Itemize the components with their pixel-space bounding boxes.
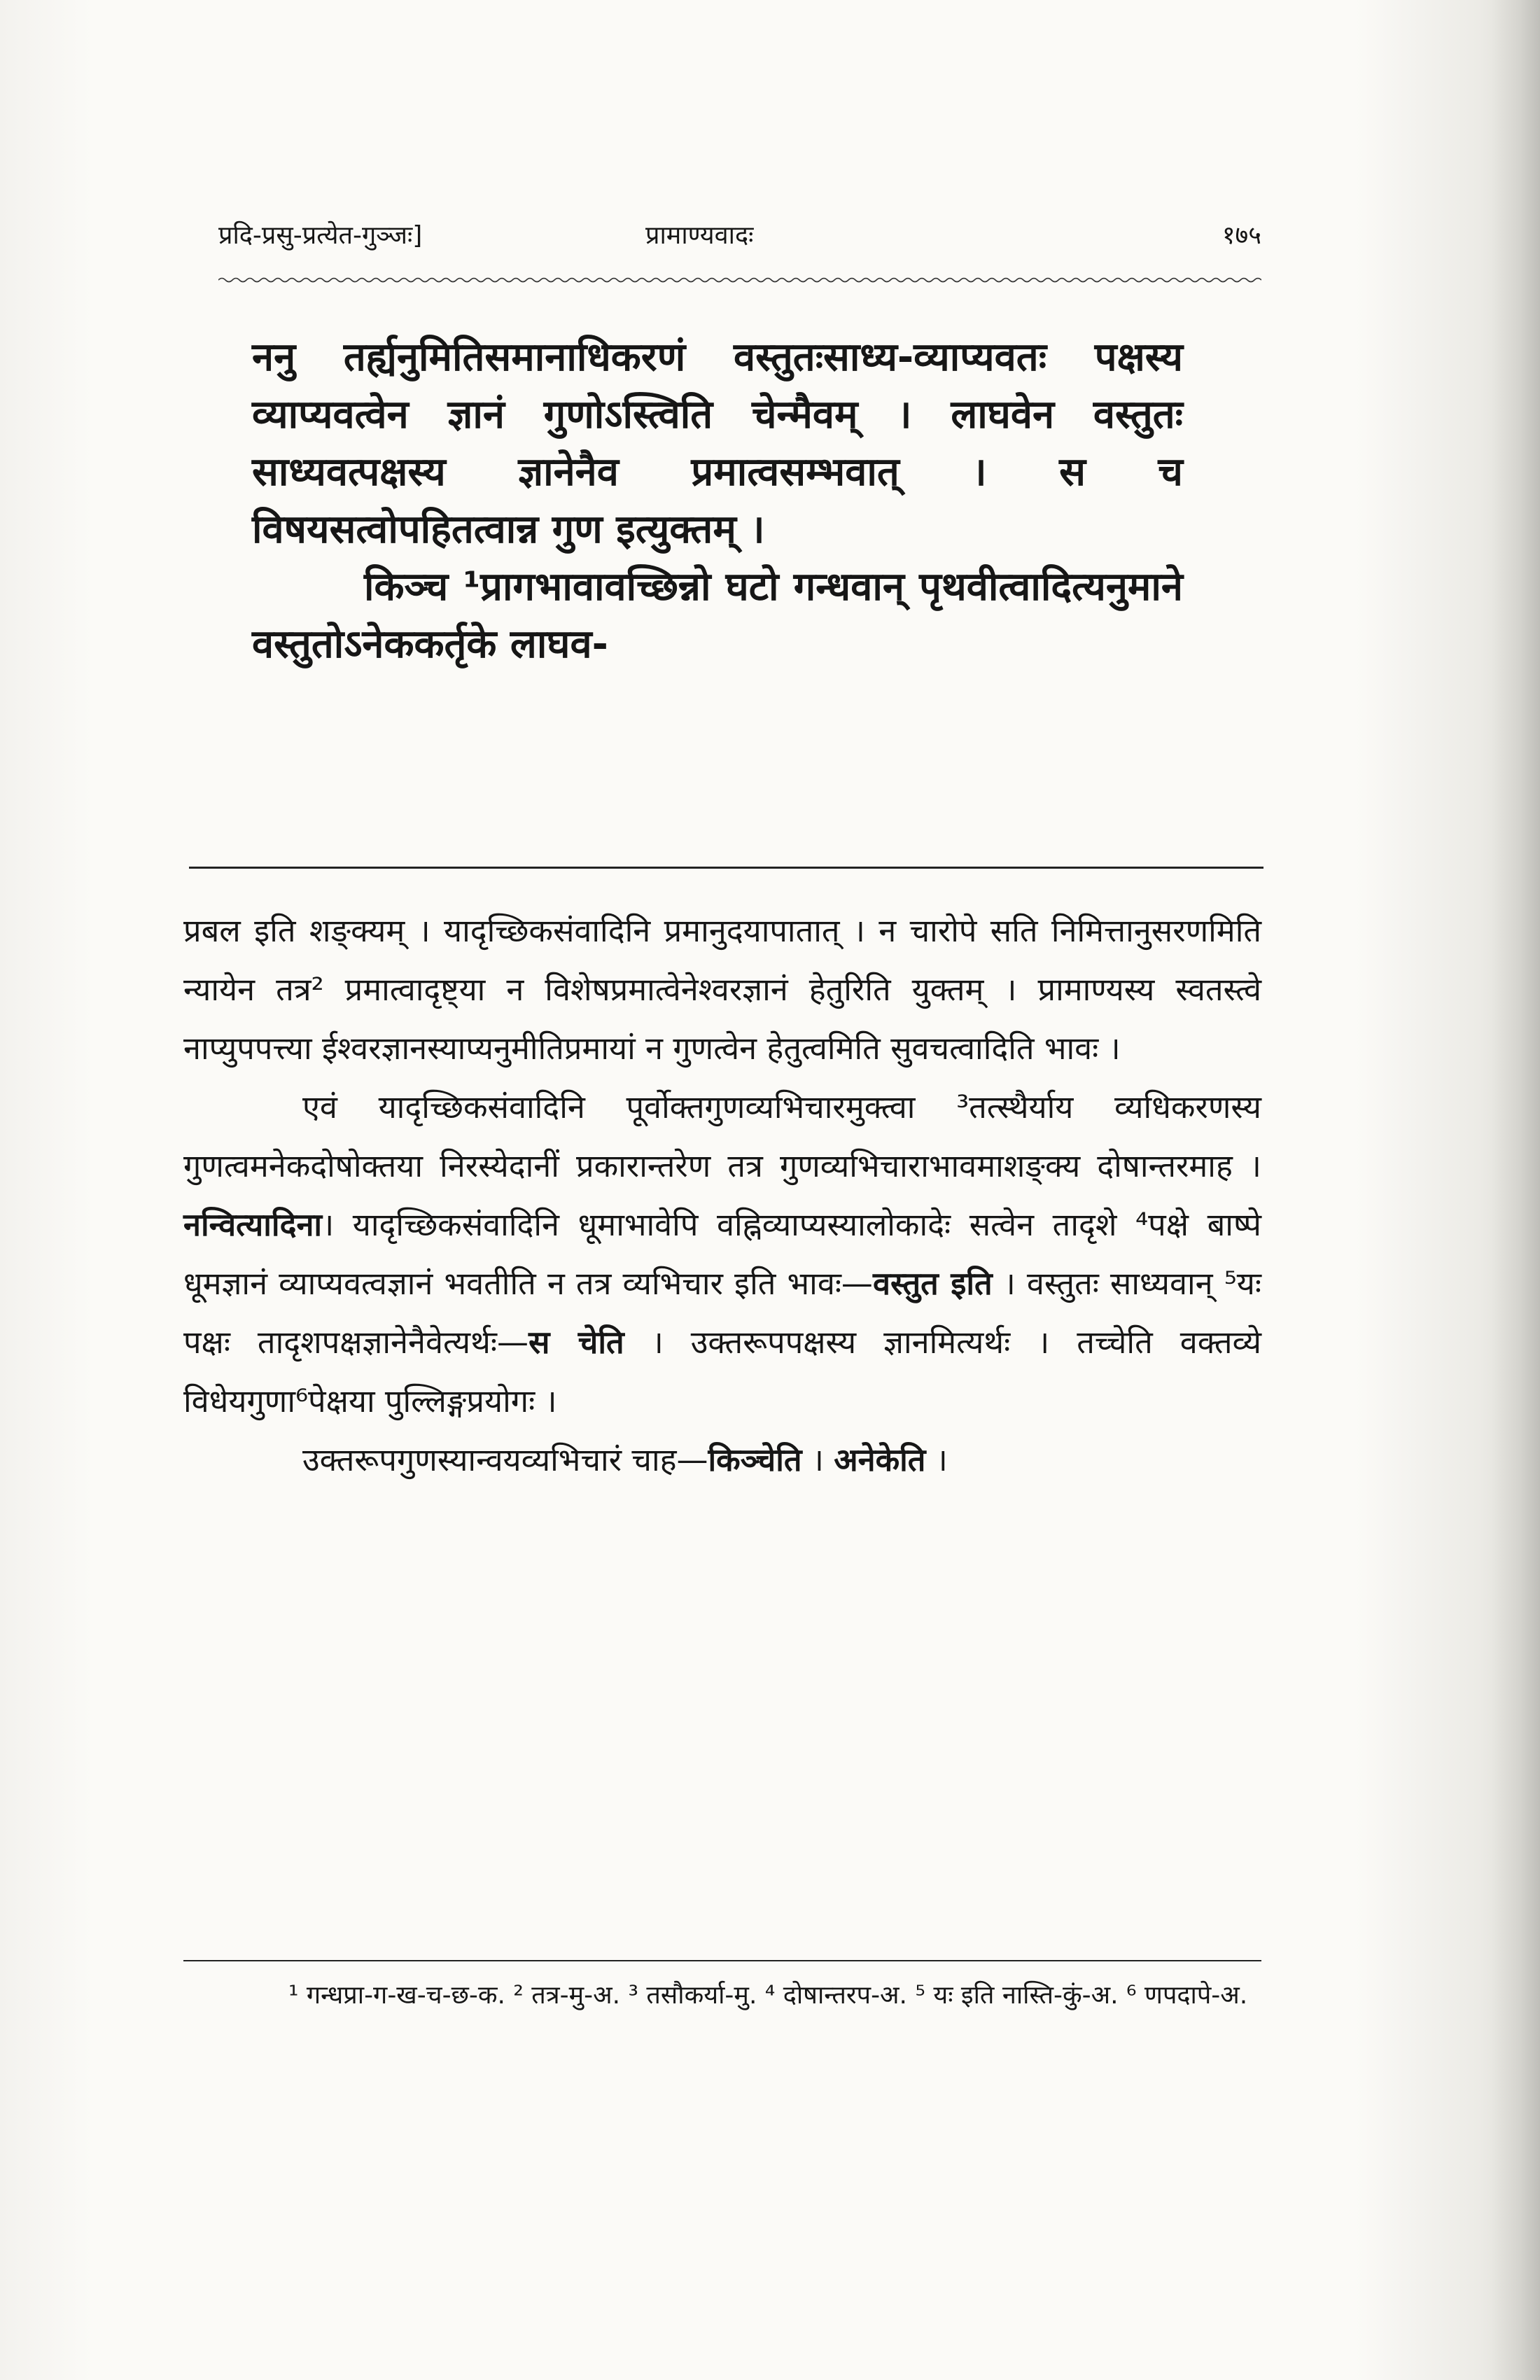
- verse-paragraph-1: ननु तर्ह्यनुमितिसमानाधिकरणं वस्तुतःसाध्य-व्याप्यवतः पक्षस्य व्याप्यवत्वेन ज्ञानं गुणोऽस्त्विति चेन्मैवम् । लाघवेन वस्तुतः साध्यवत्पक्षस्य ज्ञानेनैव प्रमात्वसम्भवात् । स च विषयसत्वोपहितत्वान्न गुण इत्युक्तम् ।: [252, 335, 1183, 552]
- spine-shadow: [1491, 0, 1540, 2380]
- commentary-text-run: । यादृच्छिकसंवादिनि धूमाभावेपि वह्निव्याप्यस्यालोकादेः सत्वेन तादृशे ⁴पक्षे बाष्पे धूमज्ञानं व्याप्यवत्वज्ञानं भवतीति न तत्र व्यभिचार इति भावः—: [183, 1206, 1261, 1302]
- running-head-title: प्रामाण्यवादः: [645, 221, 754, 250]
- lemma-vastuta-iti: वस्तुत इति: [872, 1265, 993, 1302]
- running-head: [218, 210, 1261, 259]
- footnote-text: ¹ गन्धप्रा-ग-ख-च-छ-क. ² तत्र-मु-अ. ³ तसौकर्या-मु. ⁴ दोषान्तरप-अ. ⁵ यः इति नास्ति-कुं-अ. ⁶ णपदापे-अ.: [288, 1981, 1248, 2010]
- footnote-divider: [183, 1960, 1261, 1961]
- commentary-paragraph-1: प्रबल इति शङ्क्यम् । यादृच्छिकसंवादिनि प्रमानुदयापातात् । न चारोपे सति निमित्तानुसरणमिति न्यायेन तत्र² प्रमात्वादृष्ट्या न विशेषप्रमात्वेनेश्वरज्ञानं हेतुरिति युक्तम् । प्रामाण्यस्य स्वतस्त्वे नाप्युपपत्त्या ईश्वरज्ञानस्याप्यनुमीतिप्रमायां न गुणत्वेन हेतुत्वमिति सुवचत्वादिति भावः ।: [183, 912, 1261, 1067]
- commentary-text: [183, 902, 1261, 1490]
- verse-text: [252, 329, 1183, 673]
- commentary-text-run: । वस्तुतः साध्यवान् ⁵यः पक्षः तादृशपक्षज्ञानेनैवेत्यर्थः—: [183, 1265, 1261, 1361]
- footnotes: [183, 1974, 1261, 2017]
- commentary-text-run: एवं यादृच्छिकसंवादिनि पूर्वोक्तगुणव्यभिचारमुक्त्वा ³तत्स्थैर्याय व्यधिकरणस्य गुणत्वमनेकदोषोक्तया निरस्येदानीं प्रकारान्तरेण तत्र गुणव्यभिचाराभावमाशङ्क्य दोषान्तरमाह ।: [183, 1088, 1261, 1184]
- lemma-nanvityadina: नन्वित्यादिना: [183, 1206, 323, 1243]
- commentary-paragraph-3: [183, 1431, 1261, 1490]
- running-head-left: प्रदि-प्रसु-प्रत्येत-गुञ्जः]: [218, 221, 423, 250]
- danda: ।: [935, 1441, 948, 1478]
- lemma-aneketi: अनेकेति: [834, 1441, 926, 1478]
- commentary-text-run: उक्तरूपगुणस्यान्वयव्यभिचारं चाह—: [302, 1441, 708, 1478]
- decorative-wavy-rule: [218, 276, 1261, 284]
- section-divider: [189, 867, 1264, 869]
- lemma-kinceti: किञ्चेति: [708, 1441, 802, 1478]
- danda: ।: [811, 1441, 824, 1478]
- commentary-text-run: । उक्तरूपपक्षस्य ज्ञानमित्यर्थः । तच्चेति वक्तव्ये विधेयगुणा⁶पेक्षया पुल्लिङ्गप्रयोगः ।: [183, 1324, 1262, 1420]
- lemma-sa-ceti: स चेति: [528, 1324, 624, 1361]
- verse-paragraph-2: किञ्च ¹प्रागभावावच्छिन्नो घटो गन्धवान् पृथवीत्वादित्यनुमाने वस्तुतोऽनेककर्तृके लाघव-: [252, 564, 1183, 667]
- page-number: १७५: [1222, 221, 1261, 250]
- commentary-paragraph-2: [183, 1078, 1261, 1431]
